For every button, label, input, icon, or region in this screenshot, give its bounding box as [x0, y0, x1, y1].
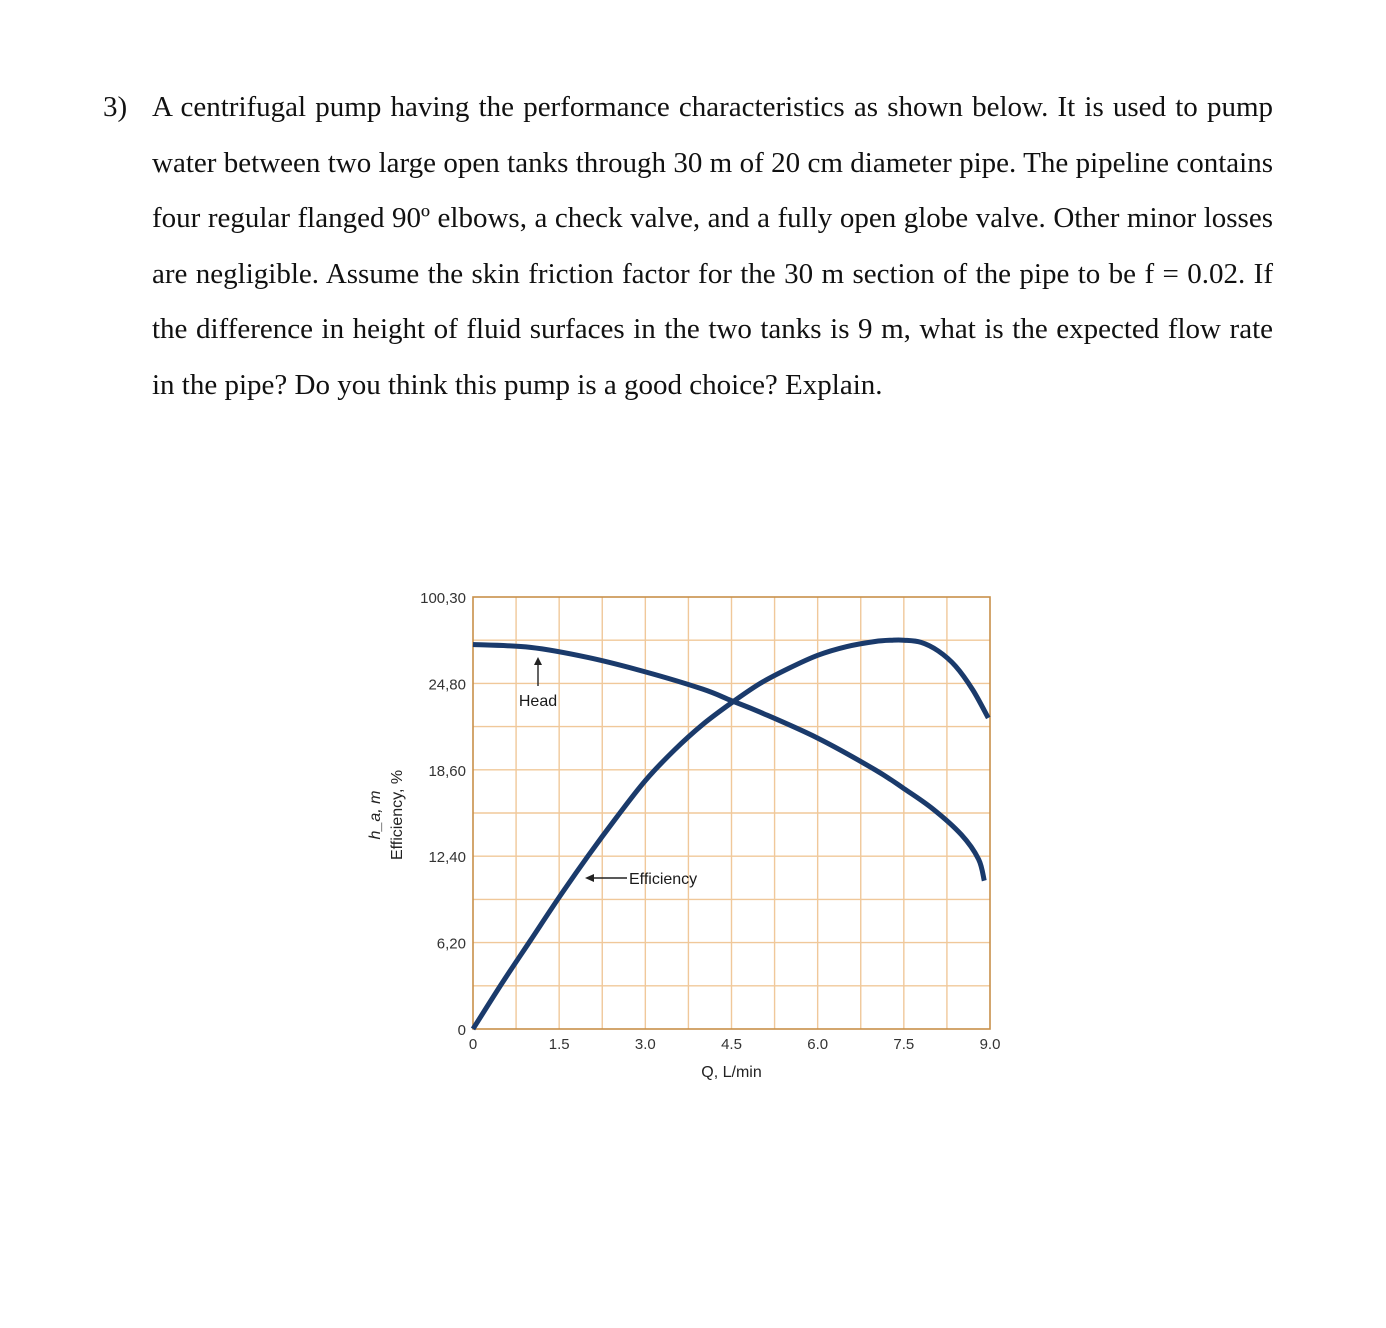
x-axis-label: Q, L/min	[701, 1064, 762, 1081]
x-tick-label: 4.5	[721, 1036, 742, 1053]
x-tick-label: 9.0	[979, 1036, 1001, 1053]
head-annotation: Head	[518, 693, 558, 710]
problem-number: 3)	[103, 91, 128, 123]
y-tick-label: 100,30	[420, 590, 466, 607]
y-tick-label: 24,80	[428, 676, 466, 694]
efficiency-annotation: Efficiency	[629, 871, 698, 888]
x-tick-label: 0	[468, 1036, 478, 1053]
x-tick-label: 7.5	[893, 1036, 915, 1053]
y-tick-label: 0	[457, 1022, 466, 1039]
y-tick-label: 18,60	[428, 762, 466, 780]
y-tick-label: 6,20	[436, 935, 466, 953]
x-tick-label: 6.0	[807, 1036, 829, 1053]
y-axis-label-efficiency: Efficiency, %	[389, 769, 406, 861]
y-tick-label: 12,40	[428, 849, 466, 867]
problem-text: A centrifugal pump having the performance characteristics as shown below. It is used to pump water between two large open tanks through 30 m of 20 cm diameter pipe. The pipeline contains four regular flanged 90º elbows, a check valve, and a fully open globe valve. Other minor losses are negligible. Assume the skin friction factor for the 30 m section of the pipe to be f = 0.02. If the difference in height of fluid surfaces in the two tanks is 9 m, what is the expected flow rate in the pipe? Do you think this pump is a good choice? Explain.	[152, 91, 1273, 401]
x-tick-label: 3.0	[634, 1036, 656, 1053]
y-tick-labels	[420, 590, 466, 1039]
x-tick-labels	[469, 1036, 1001, 1053]
x-tick-label: 1.5	[548, 1036, 570, 1053]
y-axis-label-head: h_a, m	[367, 790, 384, 840]
